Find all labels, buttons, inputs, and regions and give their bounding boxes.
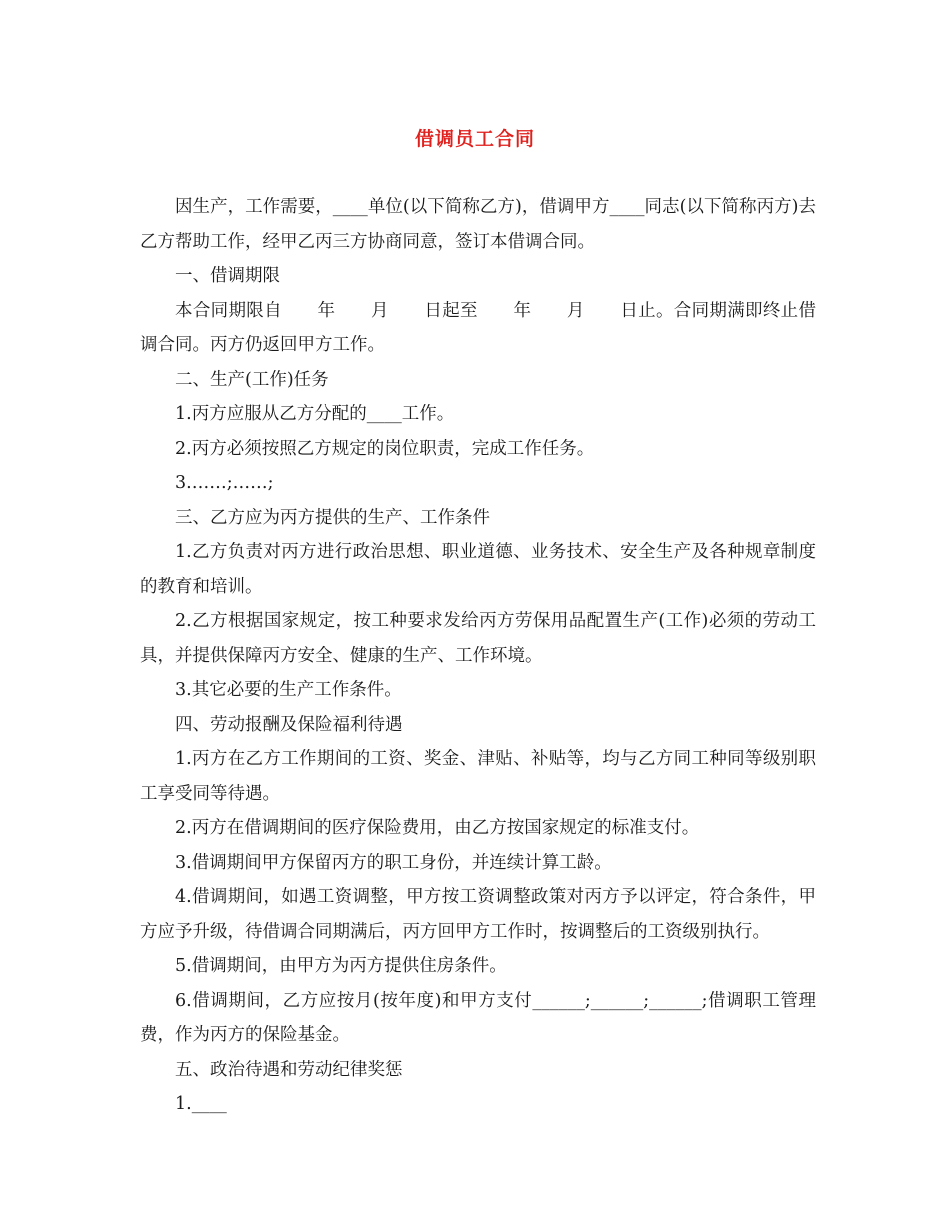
clause-4-6: 6.借调期间，乙方应按月(按年度)和甲方支付______;______;______;借调职工管理费，作为丙方的保险基金。	[140, 990, 816, 1045]
clause-2-2: 2.丙方必须按照乙方规定的岗位职责，完成工作任务。	[175, 438, 595, 459]
section-heading-3: 三、乙方应为丙方提供的生产、工作条件	[175, 507, 490, 528]
section-heading-2: 二、生产(工作)任务	[175, 369, 329, 390]
document-body	[140, 190, 816, 1122]
section-heading-1: 一、借调期限	[175, 266, 280, 286]
document-title: 借调员工合同	[414, 128, 535, 150]
section-heading-4: 四、劳动报酬及保险福利待遇	[175, 714, 403, 735]
clause-4-3: 3.借调期间甲方保留丙方的职工身份，并连续计算工龄。	[175, 852, 612, 873]
clause-3-2: 2.乙方根据国家规定，按工种要求发给丙方劳保用品配置生产(工作)必须的劳动工具，并提供保障丙方安全、健康的生产、工作环境。	[140, 611, 816, 666]
clause-4-2: 2.丙方在借调期间的医疗保险费用，由乙方按国家规定的标准支付。	[175, 818, 700, 838]
clause-3-3: 3.其它必要的生产工作条件。	[175, 680, 402, 700]
clause-2-3: 3.……;……;	[175, 473, 274, 493]
clause-4-5: 5.借调期间，由甲方为丙方提供住房条件。	[175, 956, 507, 976]
clause-3-1: 1.乙方负责对丙方进行政治思想、职业道德、业务技术、安全生产及各种规章制度的教育和培训。	[140, 542, 816, 597]
paragraph-intro: 因生产，工作需要，____单位(以下简称乙方)，借调甲方____同志(以下简称丙方)去乙方帮助工作，经甲乙丙三方协商同意，签订本借调合同。	[140, 197, 816, 252]
section-heading-5: 五、政治待遇和劳动纪律奖惩	[175, 1059, 403, 1080]
clause-2-1: 1.丙方应服从乙方分配的____工作。	[175, 404, 455, 424]
paragraph-term: 本合同期限自 年 月 日起至 年 月 日止。合同期满即终止借调合同。丙方仍返回甲方工作。	[140, 300, 816, 355]
clause-4-4: 4.借调期间，如遇工资调整，甲方按工资调整政策对丙方予以评定，符合条件，甲方应予升级，待借调合同期满后，丙方回甲方工作时，按调整后的工资级别执行。	[140, 887, 816, 942]
clause-5-1: 1.____	[175, 1094, 227, 1114]
clause-4-1: 1.丙方在乙方工作期间的工资、奖金、津贴、补贴等，均与乙方同工种同等级别职工享受同等待遇。	[140, 749, 816, 804]
